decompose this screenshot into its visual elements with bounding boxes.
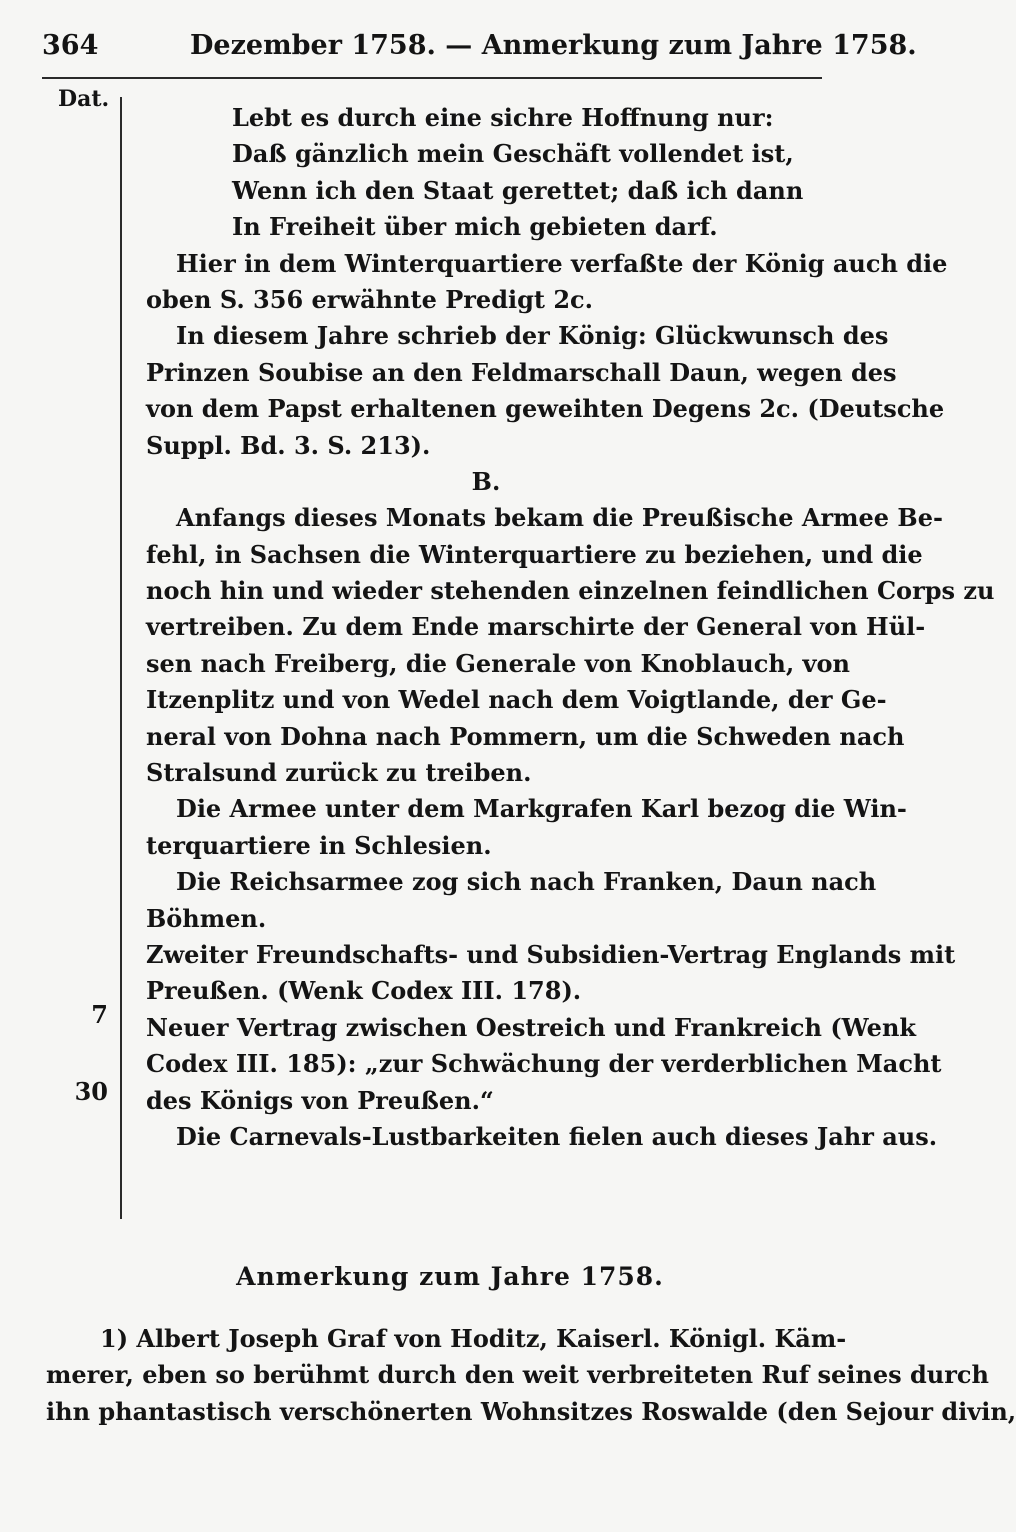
text-line: Zweiter Freundschafts- und Subsidien-Vertrag Englands mit: [146, 939, 956, 969]
text-line: terquartiere in Schlesien.: [146, 830, 492, 860]
text-line: neral von Dohna nach Pommern, um die Schweden nach: [146, 721, 905, 751]
text-line: Suppl. Bd. 3. S. 213).: [146, 430, 431, 460]
text-line: Die Carnevals-Lustbarkeiten fielen auch dieses Jahr aus.: [176, 1121, 938, 1151]
text-line: oben S. 356 erwähnte Predigt 2c.: [146, 284, 593, 314]
date-7: 7: [91, 1000, 108, 1029]
note-line: 1) Albert Joseph Graf von Hoditz, Kaiserl. Königl. Käm-: [100, 1324, 847, 1353]
text-line: Itzenplitz und von Wedel nach dem Voigtlande, der Ge-: [146, 685, 887, 715]
date-column-rule: [120, 97, 122, 1219]
page-number: 364: [42, 30, 99, 61]
text-line: Böhmen.: [146, 903, 267, 933]
footnote-text: [46, 1318, 1016, 1427]
note-heading: Anmerkung zum Jahre 1758.: [236, 1262, 664, 1291]
text-line: Codex III. 185): „zur Schwächung der verderblichen Macht: [146, 1049, 942, 1079]
verse-line: Lebt es durch eine sichre Hoffnung nur:: [232, 103, 774, 132]
text-line: fehl, in Sachsen die Winterquartiere zu beziehen, und die: [146, 539, 923, 569]
text-line: In diesem Jahre schrieb der König: Glückwunsch des: [176, 321, 889, 351]
text-line: Hier in dem Winterquartiere verfaßte der König auch die: [176, 248, 948, 278]
text-line: von dem Papst erhaltenen geweihten Degens 2c. (Deutsche: [146, 394, 945, 424]
main-text: [146, 100, 995, 1155]
text-line: Die Reichsarmee zog sich nach Franken, Daun nach: [176, 867, 877, 897]
page-header: [42, 22, 917, 68]
text-line: Neuer Vertrag zwischen Oestreich und Frankreich (Wenk: [146, 1012, 917, 1042]
verse-line: Daß gänzlich mein Geschäft vollendet ist,: [232, 139, 794, 169]
header-rule: [42, 77, 822, 79]
date-column-label: Dat.: [58, 86, 110, 112]
verse-line: Wenn ich den Staat gerettet; daß ich dann: [232, 175, 804, 205]
text-line: Anfangs dieses Monats bekam die Preußische Armee Be-: [176, 503, 943, 533]
text-line: des Königs von Preußen.“: [146, 1085, 494, 1115]
text-line: sen nach Freiberg, die Generale von Knoblauch, von: [146, 648, 850, 678]
text-line: Stralsund zurück zu treiben.: [146, 758, 532, 788]
text-line: noch hin und wieder stehenden einzelnen feindlichen Corps zu: [146, 576, 995, 606]
text-line: Die Armee unter dem Markgrafen Karl bezog die Win-: [176, 794, 907, 824]
section-heading-b: B.: [471, 466, 501, 496]
text-line: Preußen. (Wenk Codex III. 178).: [146, 976, 582, 1006]
verse-line: In Freiheit über mich gebieten darf.: [232, 212, 718, 242]
running-title: Dezember 1758. — Anmerkung zum Jahre 1758.: [190, 30, 917, 61]
text-line: Prinzen Soubise an den Feldmarschall Daun, wegen des: [146, 357, 897, 387]
note-line: merer, eben so berühmt durch den weit verbreiteten Ruf seines durch: [46, 1360, 989, 1390]
note-line: ihn phantastisch verschönerten Wohnsitzes Roswalde (den Sejour divin,: [46, 1396, 1016, 1426]
text-line: vertreiben. Zu dem Ende marschirte der General von Hül-: [146, 612, 926, 642]
date-30: 30: [74, 1077, 108, 1106]
